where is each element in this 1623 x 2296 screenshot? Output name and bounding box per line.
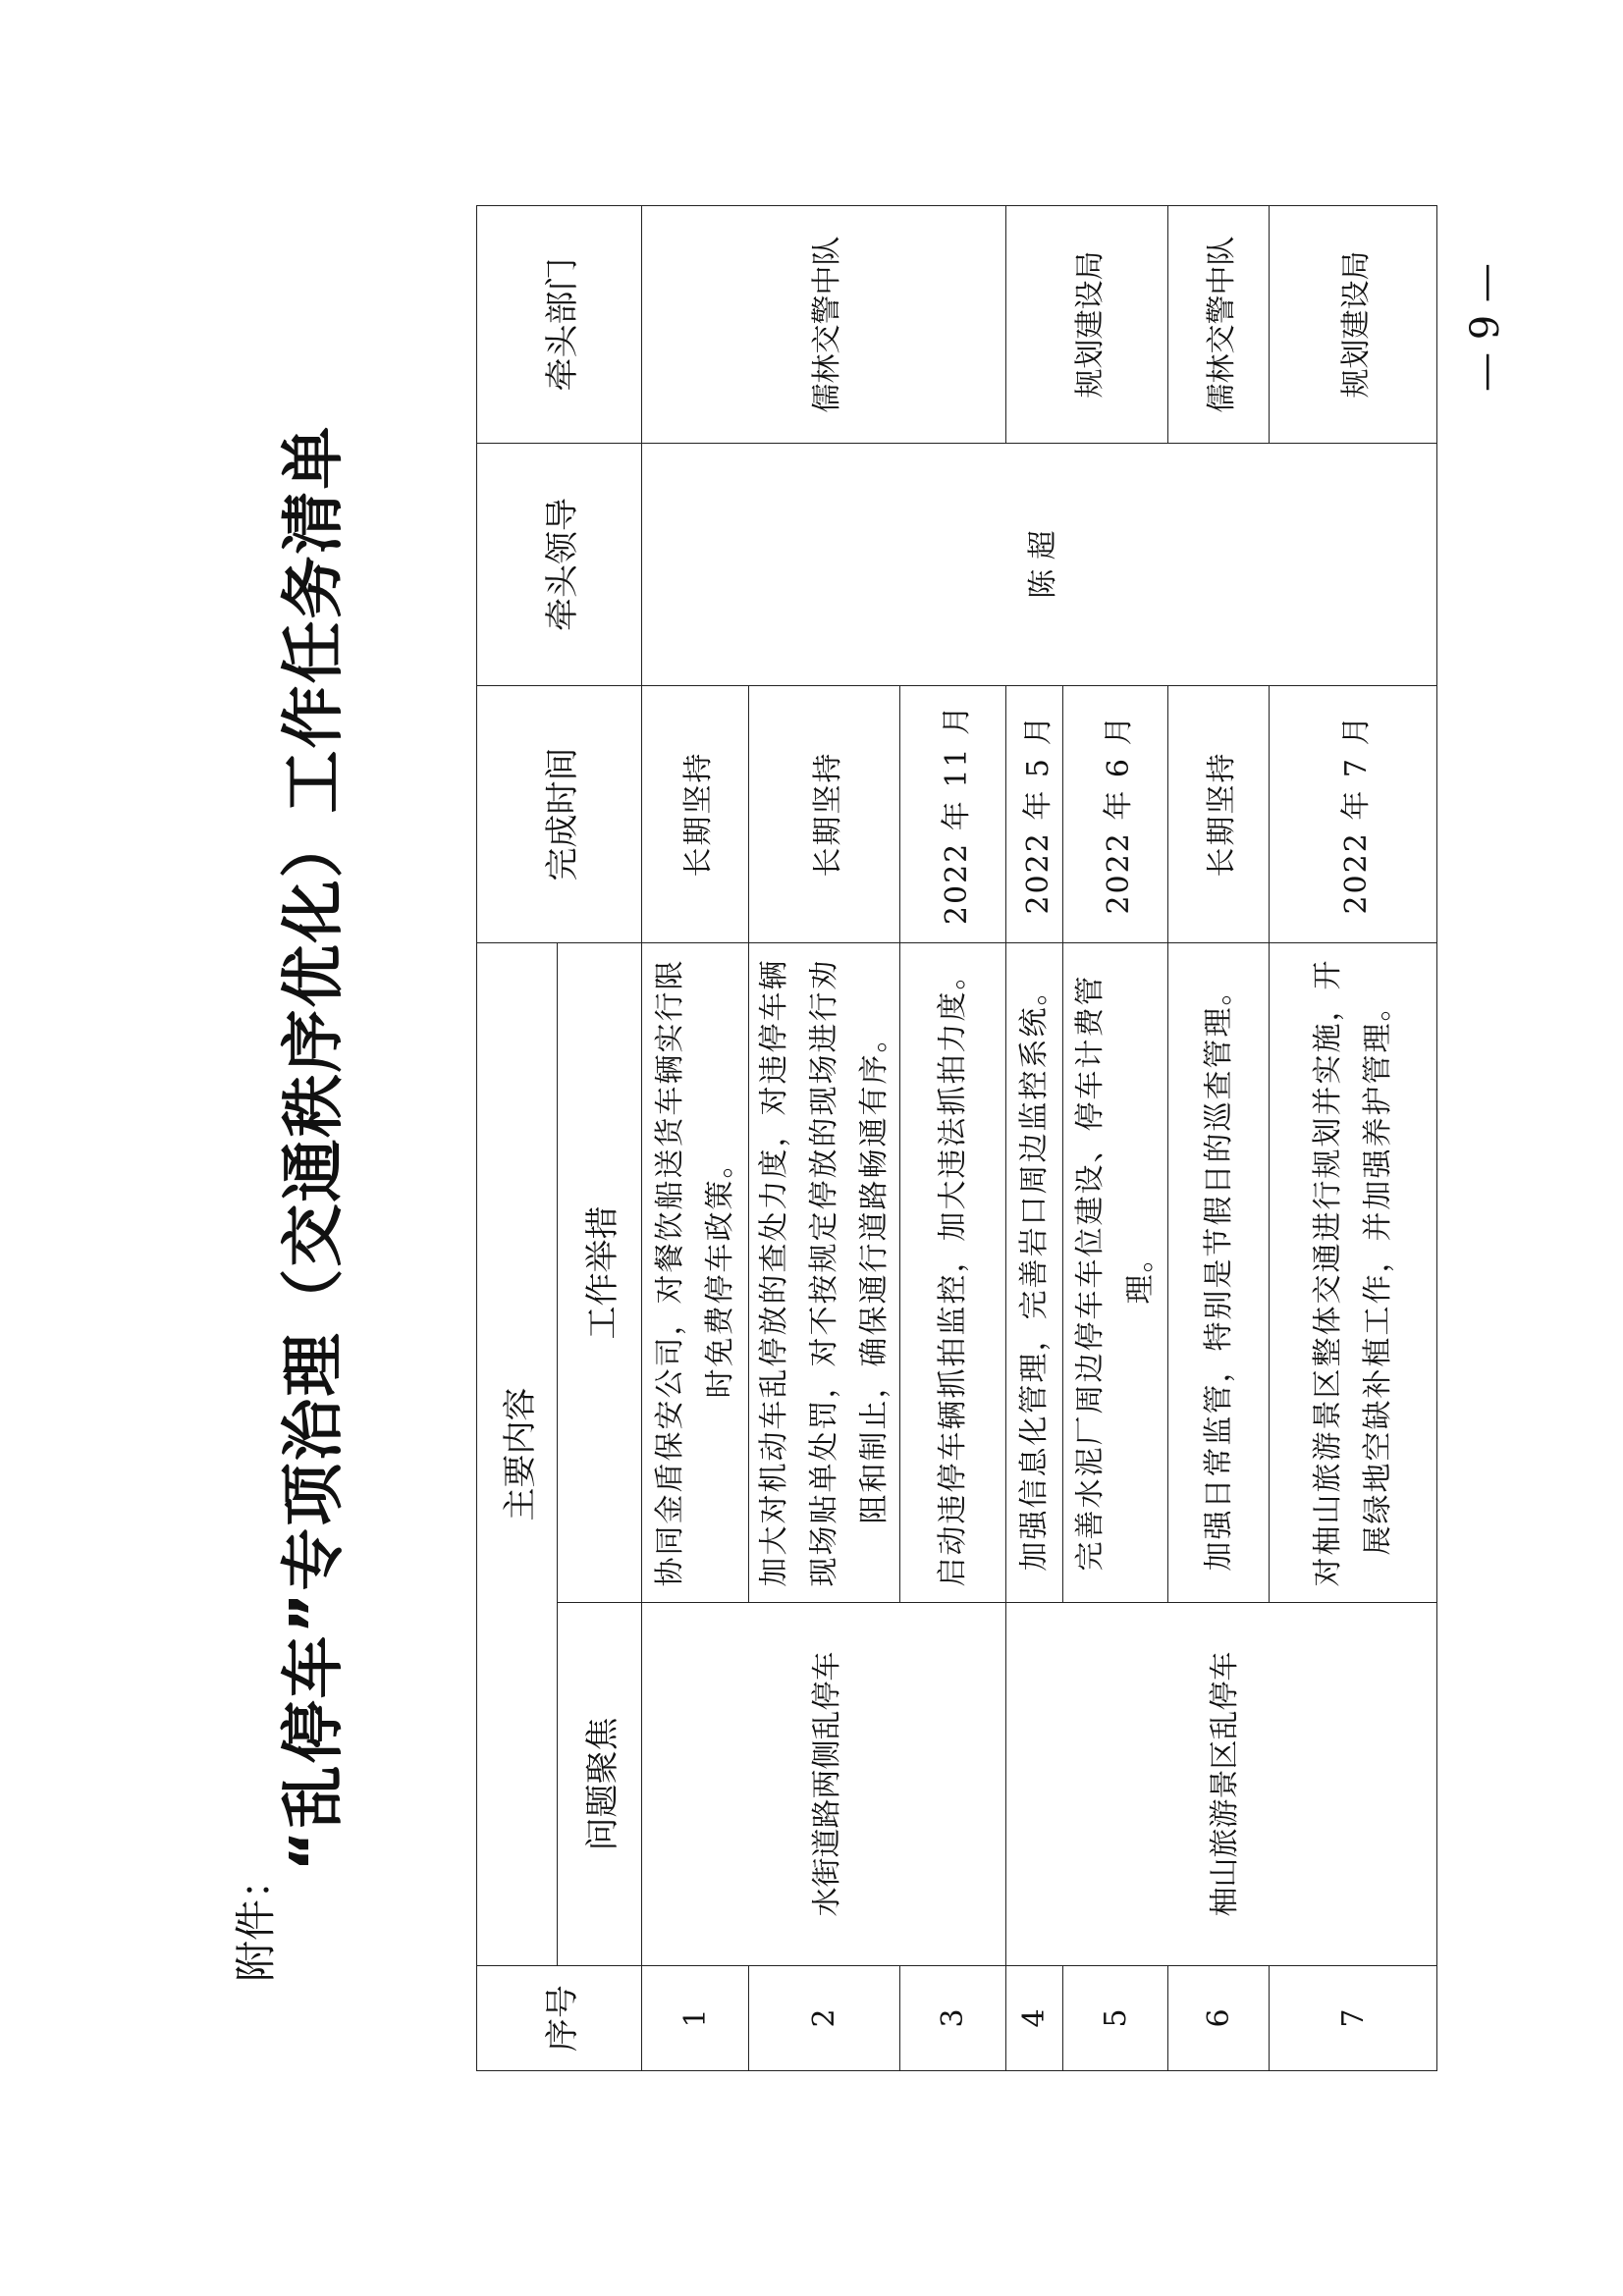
- row-time: 长期坚持: [642, 686, 749, 943]
- row-seq: 3: [900, 1966, 1006, 2071]
- dept-cell: 儒林交警中队: [642, 206, 1006, 444]
- row-measure: 加强日常监管，特别是节假日的巡查管理。: [1168, 943, 1270, 1603]
- header-focus: 问题聚焦: [558, 1603, 642, 1966]
- row-seq: 2: [749, 1966, 900, 2071]
- header-row-1: [477, 206, 558, 2071]
- task-table: [476, 205, 1437, 2071]
- attachment-label: 附件：: [232, 1857, 280, 1982]
- leader-cell: 陈 超: [642, 444, 1437, 686]
- row-time: 长期坚持: [1168, 686, 1270, 943]
- table-row: [642, 206, 749, 2071]
- dept-cell: 规划建设局: [1006, 206, 1168, 444]
- row-measure: 完善水泥厂周边停车车位建设、停车计费管理。: [1063, 943, 1168, 1603]
- row-measure: 加强信息化管理，完善岩口周边监控系统。: [1006, 943, 1063, 1603]
- row-measure: 对柚山旅游景区整体交通进行规划并实施，开展绿地空缺补植工作，并加强养护管理。: [1270, 943, 1437, 1603]
- row-time: 2022 年 7 月: [1270, 686, 1437, 943]
- header-measure: 工作举措: [558, 943, 642, 1603]
- row-seq: 7: [1270, 1966, 1437, 2071]
- row-time: 2022 年 5 月: [1006, 686, 1063, 943]
- header-dept: 牵头部门: [477, 206, 642, 444]
- row-time: 2022 年 11 月: [900, 686, 1006, 943]
- header-main: 主要内容: [477, 943, 558, 1966]
- row-seq: 5: [1063, 1966, 1168, 2071]
- row-seq: 4: [1006, 1966, 1063, 2071]
- row-time: 2022 年 6 月: [1063, 686, 1168, 943]
- row-measure: 启动违停车辆抓拍监控，加大违法抓拍力度。: [900, 943, 1006, 1603]
- focus-cell: 柚山旅游景区乱停车: [1006, 1603, 1437, 1966]
- row-seq: 1: [642, 1966, 749, 2071]
- header-leader: 牵头领导: [477, 444, 642, 686]
- row-seq: 6: [1168, 1966, 1270, 2071]
- document-title: “乱停车”专项治理（交通秩序优化）工作任务清单: [278, 424, 351, 1872]
- focus-cell: 水街道路两侧乱停车: [642, 1603, 1006, 1966]
- dept-cell: 儒林交警中队: [1168, 206, 1270, 444]
- header-time: 完成时间: [477, 686, 642, 943]
- dept-cell: 规划建设局: [1270, 206, 1437, 444]
- row-measure: 协同金盾保安公司，对餐饮船送货车辆实行限时免费停车政策。: [642, 943, 749, 1603]
- header-seq: 序号: [477, 1966, 642, 2071]
- row-time: 长期坚持: [749, 686, 900, 943]
- row-measure: 加大对机动车乱停放的查处力度，对违停车辆现场贴单处罚，对不按规定停放的现场进行劝阻和制止，确保通行道路畅通有序。: [749, 943, 900, 1603]
- page-number: — 9 —: [1463, 263, 1508, 392]
